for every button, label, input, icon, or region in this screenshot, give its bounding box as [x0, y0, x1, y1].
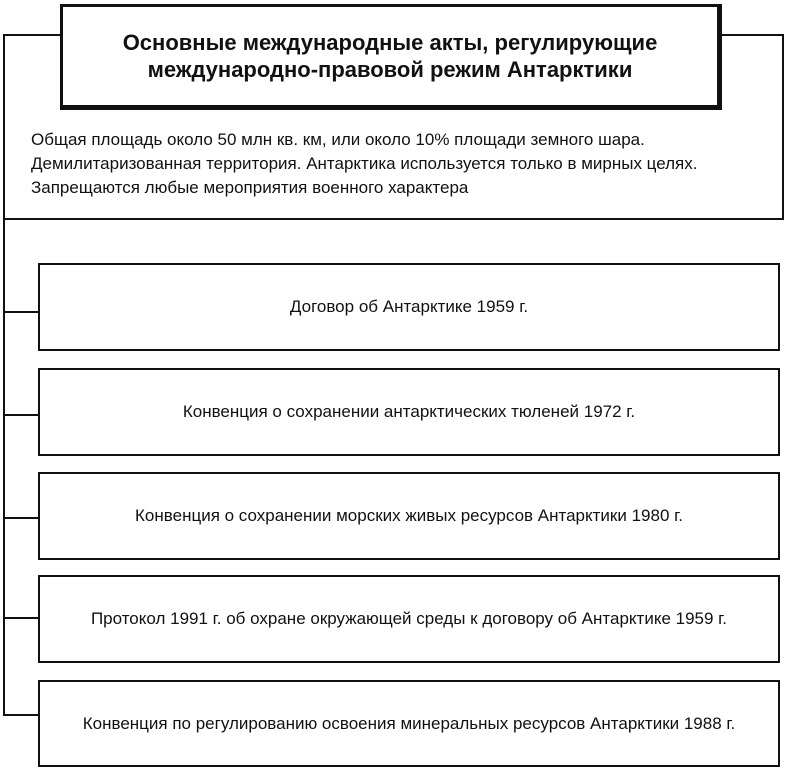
act-label: Конвенция о сохранении антарктических тюленей 1972 г. — [182, 402, 636, 421]
branch-connector-2 — [3, 414, 39, 416]
branch-connector-4 — [3, 617, 39, 619]
act-box-3 — [38, 472, 780, 560]
title-box — [60, 4, 722, 110]
act-label: Конвенция о сохранении морских живых ресурсов Антарктики 1980 г. — [135, 506, 683, 525]
act-label: Договор об Антарктике 1959 г. — [289, 297, 529, 316]
act-box-2 — [38, 368, 780, 456]
act-label: Протокол 1991 г. об охране окружающей среды к договору об Антарктике 1959 г. — [90, 609, 728, 628]
description-text: Общая площадь около 50 млн кв. км, или около 10% площади земного шара. Демилитаризованная территория. Антарктика используется только в мирных целях. Запрещаются любые мероприятия военного характера — [31, 130, 698, 197]
act-label: Конвенция по регулированию освоения минеральных ресурсов Антарктики 1988 г. — [82, 713, 736, 733]
vertical-connector-line — [3, 219, 5, 715]
branch-connector-3 — [3, 517, 39, 519]
act-box-1 — [38, 263, 780, 351]
diagram-title: Основные международные акты, регулирующие международно-правовой режим Антарктики — [122, 30, 658, 82]
branch-connector-5 — [3, 714, 39, 716]
branch-connector-1 — [3, 311, 39, 313]
act-box-4 — [38, 575, 780, 663]
act-box-5 — [38, 680, 780, 767]
